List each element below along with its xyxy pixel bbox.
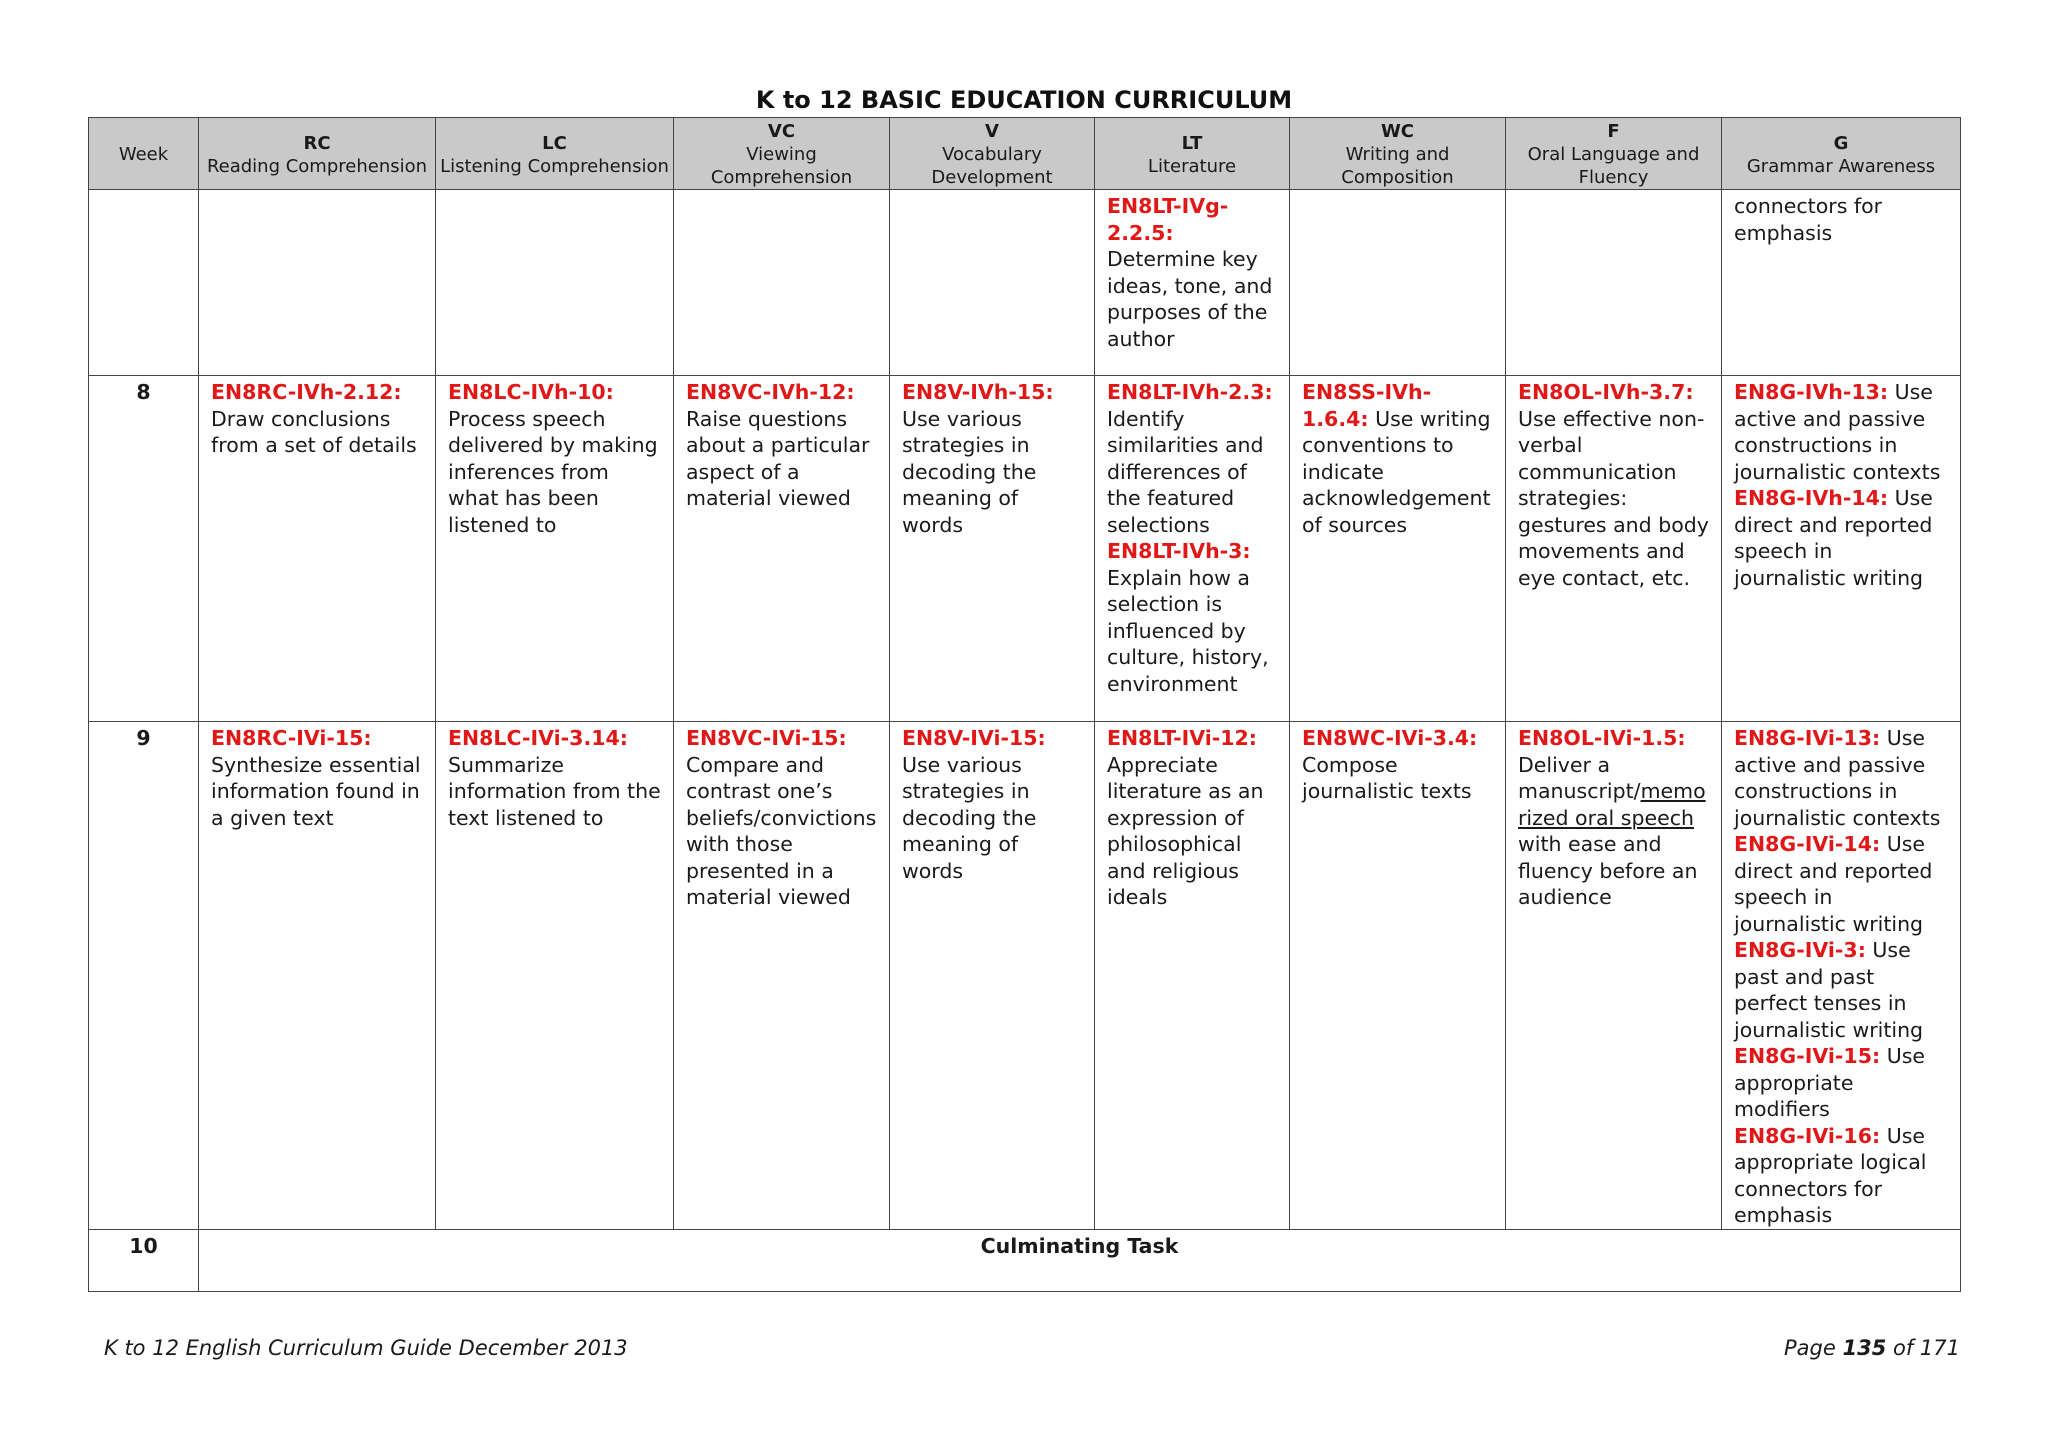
competency-cell [674, 722, 890, 1230]
competency-entry [1518, 379, 1709, 591]
competency-code: EN8LT-IVh-2.3: [1107, 380, 1273, 404]
competency-entry [686, 379, 877, 512]
table-row [89, 722, 1961, 1230]
competency-code: EN8VC-IVi-15: [686, 726, 847, 750]
competency-entry [1518, 725, 1709, 911]
competency-entry [1302, 379, 1493, 538]
competency-entry [211, 725, 423, 831]
page-total: of 171 [1893, 1336, 1960, 1360]
curriculum-table [88, 117, 1961, 1292]
competency-code: EN8LC-IVh-10: [448, 380, 614, 404]
footer-guide-title: K to 12 English Curriculum Guide December 2013 [104, 1336, 628, 1360]
competency-text: Use effective non-verbal communication strategies: gestures and body movements and eye contact, etc. [1518, 406, 1709, 590]
header-code: RC [303, 132, 331, 154]
header-name: Reading Comprehension [206, 155, 428, 177]
competency-text: Use direct and reported speech in journalistic writing [1734, 486, 1933, 590]
header-name: Writing and Composition [1341, 144, 1454, 188]
competency-text-after: with ease and fluency before an audience [1518, 832, 1698, 909]
header-rc [199, 118, 436, 190]
header-name: Literature [1147, 155, 1237, 177]
header-g [1722, 118, 1961, 190]
competency-code: EN8G-IVh-14: [1734, 486, 1889, 510]
competency-code: EN8RC-IVi-15: [211, 726, 372, 750]
header-code: WC [1380, 121, 1415, 142]
competency-text: Summarize information from the text listened to [448, 752, 661, 830]
competency-cell [1506, 376, 1722, 722]
week-cell: 10 [89, 1229, 199, 1291]
competency-text: Compose journalistic texts [1302, 752, 1472, 803]
page-current: 135 [1842, 1336, 1887, 1360]
culminating-task: Culminating Task [199, 1229, 1961, 1291]
competency-entry [1734, 937, 1948, 1043]
competency-cell [1095, 376, 1290, 722]
table-header [89, 118, 1961, 190]
competency-cell [436, 190, 674, 376]
competency-text: Draw conclusions from a set of details [211, 406, 417, 457]
header-code: LC [542, 132, 567, 154]
competency-cell [674, 190, 890, 376]
competency-text: Use various strategies in decoding the meaning of words [902, 752, 1037, 883]
competency-entry [1107, 193, 1277, 352]
header-name: Vocabulary Development [931, 144, 1053, 188]
competency-entry [211, 379, 423, 459]
header-v [890, 118, 1095, 190]
header-name: Grammar Awareness [1746, 155, 1936, 177]
competency-entry [1734, 485, 1948, 591]
competency-cell [1095, 722, 1290, 1230]
competency-text: Determine key ideas, tone, and purposes of the author [1107, 247, 1273, 351]
competency-text: Use various strategies in decoding the meaning of words [902, 406, 1037, 537]
competency-code: EN8V-IVi-15: [902, 726, 1046, 750]
week-cell: 8 [89, 376, 199, 722]
header-code: G [1833, 132, 1849, 154]
competency-entry [1734, 831, 1948, 937]
competency-cell [1722, 190, 1961, 376]
header-lc [436, 118, 674, 190]
competency-code: EN8SS-IVh-1.6.4: [1302, 380, 1432, 431]
competency-entry [448, 725, 661, 831]
competency-code: EN8LT-IVi-12: [1107, 726, 1257, 750]
competency-cell [890, 722, 1095, 1230]
header-row [89, 118, 1961, 190]
competency-text: Use active and passive constructions in journalistic contexts [1734, 380, 1941, 484]
header-vc [674, 118, 890, 190]
competency-code: EN8LT-IVh-3: [1107, 539, 1251, 563]
competency-code: EN8OL-IVi-1.5: [1518, 726, 1686, 750]
competency-cell [436, 722, 674, 1230]
competency-cell [199, 376, 436, 722]
competency-cell [1506, 722, 1722, 1230]
competency-entry [1107, 379, 1277, 538]
competency-cell [1290, 190, 1506, 376]
competency-cell [1290, 722, 1506, 1230]
competency-entry [1734, 1123, 1948, 1229]
table-row [89, 190, 1961, 376]
competency-text: Use active and passive constructions in journalistic contexts [1734, 726, 1941, 830]
competency-cell [199, 190, 436, 376]
competency-code: EN8LT-IVg-2.2.5: [1107, 194, 1229, 245]
header-wc [1290, 118, 1506, 190]
competency-text: Use writing conventions to indicate acknowledgement of sources [1302, 406, 1491, 537]
competency-entry [902, 725, 1082, 884]
competency-code: EN8OL-IVh-3.7: [1518, 380, 1694, 404]
competency-cell [1722, 376, 1961, 722]
competency-text: Synthesize essential information found in a given text [211, 752, 421, 830]
competency-text: Identify similarities and differences of the featured selections [1107, 406, 1264, 537]
competency-code: EN8V-IVh-15: [902, 380, 1054, 404]
competency-entry [1107, 725, 1277, 911]
competency-text: Use direct and reported speech in journalistic writing [1734, 832, 1933, 936]
competency-entry [1734, 379, 1948, 485]
competency-cell [890, 190, 1095, 376]
competency-cell [674, 376, 890, 722]
competency-cell [436, 376, 674, 722]
competency-entry [1734, 725, 1948, 831]
competency-entry [1734, 1043, 1948, 1123]
competency-entry [902, 379, 1082, 538]
competency-text-underlined: memorized oral speech [1518, 779, 1706, 830]
competency-text: Use past and past perfect tenses in journalistic writing [1734, 938, 1924, 1042]
competency-code: EN8G-IVi-14: [1734, 832, 1881, 856]
competency-entry [1107, 538, 1277, 697]
competency-cell [890, 376, 1095, 722]
competency-text: Compare and contrast one’s beliefs/convictions with those presented in a material viewed [686, 752, 877, 909]
footer-page-number [1784, 1336, 1960, 1360]
culminating-row [89, 1229, 1961, 1291]
table-body [89, 190, 1961, 1292]
competency-cell [1095, 190, 1290, 376]
competency-code: EN8G-IVi-3: [1734, 938, 1866, 962]
competency-cell [199, 722, 436, 1230]
competency-text: Use appropriate logical connectors for emphasis [1734, 1123, 1927, 1227]
competency-entry [1734, 193, 1948, 246]
week-cell: 9 [89, 722, 199, 1230]
header-code: LT [1181, 132, 1203, 154]
header-code: VC [767, 121, 796, 142]
competency-cell [1290, 376, 1506, 722]
competency-entry [686, 725, 877, 911]
competency-entry [1302, 725, 1493, 805]
header-name: Oral Language and Fluency [1527, 144, 1700, 188]
document-title: K to 12 BASIC EDUCATION CURRICULUM [755, 86, 1293, 114]
page-prefix: Page [1783, 1336, 1836, 1360]
competency-text: Use appropriate modifiers [1734, 1044, 1925, 1121]
competency-text: Process speech delivered by making inferences from what has been listened to [448, 406, 658, 537]
competency-entry [448, 379, 661, 538]
header-week: Week [89, 118, 199, 190]
header-name: Viewing Comprehension [710, 144, 853, 188]
header-f [1506, 118, 1722, 190]
competency-text: Appreciate literature as an expression of philosophical and religious ideals [1107, 752, 1264, 909]
header-code: F [1607, 121, 1620, 142]
competency-code: EN8LC-IVi-3.14: [448, 726, 628, 750]
week-cell [89, 190, 199, 376]
competency-text: Explain how a selection is influenced by culture, history, environment [1107, 565, 1269, 696]
competency-code: EN8RC-IVh-2.12: [211, 380, 402, 404]
competency-text: connectors for emphasis [1734, 194, 1883, 245]
competency-code: EN8G-IVi-15: [1734, 1044, 1881, 1068]
competency-code: EN8G-IVi-13: [1734, 726, 1881, 750]
header-name: Listening Comprehension [440, 155, 669, 177]
competency-code: EN8VC-IVh-12: [686, 380, 855, 404]
competency-cell [1722, 722, 1961, 1230]
competency-text: Deliver a manuscript/ [1518, 752, 1641, 803]
competency-cell [1506, 190, 1722, 376]
competency-code: EN8G-IVh-13: [1734, 380, 1889, 404]
competency-code: EN8G-IVi-16: [1734, 1123, 1881, 1148]
competency-code: EN8WC-IVi-3.4: [1302, 726, 1478, 750]
header-lt [1095, 118, 1290, 190]
header-code: V [985, 121, 999, 142]
table-row [89, 376, 1961, 722]
competency-text: Raise questions about a particular aspect of a material viewed [686, 406, 870, 510]
